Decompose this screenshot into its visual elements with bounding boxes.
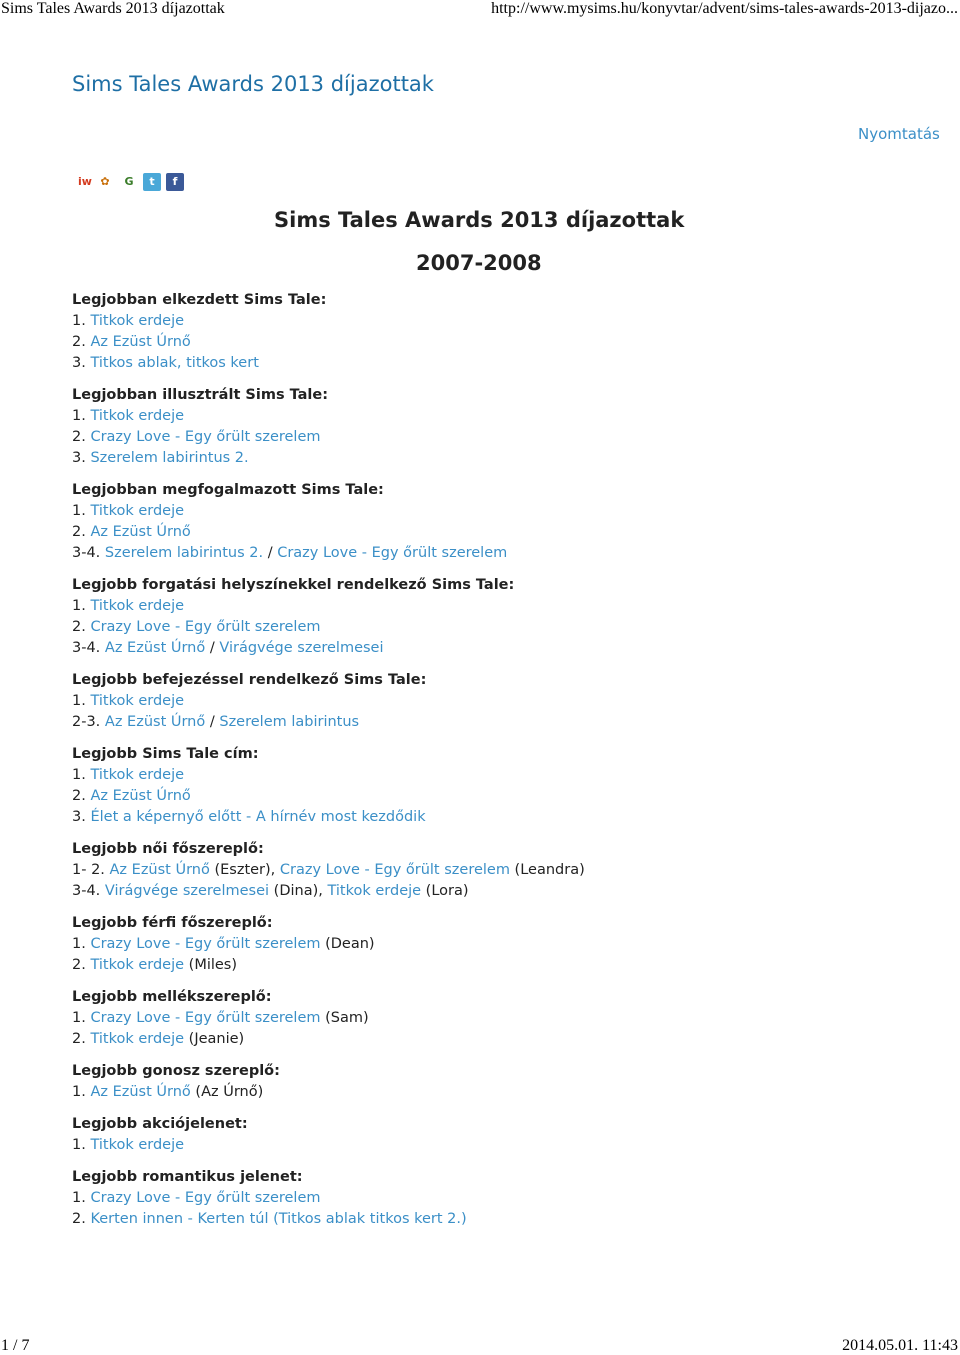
story-link[interactable]: Az Ezüst Úrnő [90,1084,191,1100]
award-entry [72,332,892,353]
entry-text: 1. [72,408,91,424]
award-entry [72,427,892,448]
award-entry [72,501,892,522]
story-link[interactable]: Titkos ablak, titkos kert [90,355,259,371]
story-link[interactable]: Virágvége szerelmesei [219,640,384,656]
category-title: Legjobban elkezdett Sims Tale: [72,292,327,308]
story-link[interactable]: Az Ezüst Úrnő [109,862,210,878]
story-link[interactable]: Szerelem labirintus 2. [104,545,264,561]
award-entry [72,934,892,955]
print-header-title: Sims Tales Awards 2013 díjazottak [1,0,225,17]
award-category [72,290,892,374]
entry-text: 3-4. [72,883,105,899]
entry-text: 3. [72,450,91,466]
story-link[interactable]: Élet a képernyő előtt - A hírnév most kezdődik [90,809,426,825]
category-title: Legjobb Sims Tale cím: [72,746,259,762]
entry-text: / [205,640,220,656]
story-link[interactable]: Crazy Love - Egy őrült szerelem [90,429,321,445]
award-category [72,913,892,976]
award-entry [72,786,892,807]
entry-text: (Lora) [421,883,469,899]
category-title: Legjobb női főszereplő: [72,841,264,857]
award-category [72,1061,892,1103]
award-entry [72,311,892,332]
twitter-share-icon[interactable]: t [143,173,161,191]
award-entry [72,1008,892,1029]
story-link[interactable]: Titkok erdeje [90,1031,185,1047]
print-header-url: http://www.mysims.hu/konyvtar/advent/sims-tales-awards-2013-dijazo... [491,0,958,17]
print-footer [0,1337,960,1355]
entry-text: 1. [72,598,91,614]
site-title[interactable]: Sims Tales Awards 2013 díjazottak [72,72,434,96]
award-category [72,575,892,659]
entry-text: 2. [72,429,91,445]
award-category [72,839,892,902]
entry-text: 2. [72,1211,91,1227]
entry-text: 2. [72,334,91,350]
iwiw-share-icon[interactable]: iw [76,173,94,191]
entry-text: / [263,545,278,561]
awards-list [72,290,892,1241]
entry-text: 1. [72,313,91,329]
category-title: Legjobb férfi főszereplő: [72,915,273,931]
entry-text: 1. [72,1010,91,1026]
award-category [72,385,892,469]
story-link[interactable]: Titkok erdeje [90,598,185,614]
entry-text: 1. [72,503,91,519]
print-datetime: 2014.05.01. 11:43 [842,1337,958,1354]
entry-text: 2. [72,524,91,540]
story-link[interactable]: Titkok erdeje [90,313,185,329]
entry-text: (Leandra) [509,862,585,878]
award-entry [72,353,892,374]
entry-text: 1. [72,1137,91,1153]
entry-text: (Sam) [320,1010,369,1026]
entry-text: (Eszter), [209,862,280,878]
facebook-share-icon[interactable]: f [166,173,184,191]
story-link[interactable]: Az Ezüst Úrnő [90,334,191,350]
entry-text: 3-4. [72,545,105,561]
story-link[interactable]: Virágvége szerelmesei [104,883,270,899]
award-entry [72,765,892,786]
startlap-share-icon[interactable]: ✿ [96,173,114,191]
award-entry [72,406,892,427]
entry-text: 3. [72,809,91,825]
category-title: Legjobb mellékszereplő: [72,989,272,1005]
award-entry [72,1209,892,1230]
story-link[interactable]: Crazy Love - Egy őrült szerelem [90,619,321,635]
entry-text: 2. [72,788,91,804]
entry-text: 1. [72,1190,91,1206]
story-link[interactable]: Titkok erdeje [90,1137,185,1153]
period-heading: 2007-2008 [416,251,542,275]
entry-text: (Miles) [184,957,238,973]
category-title: Legjobb forgatási helyszínekkel rendelkező Sims Tale: [72,577,515,593]
story-link[interactable]: Az Ezüst Úrnő [90,524,191,540]
award-entry [72,860,892,881]
story-link[interactable]: Szerelem labirintus 2. [90,450,249,466]
award-entry [72,448,892,469]
award-entry [72,1135,892,1156]
category-title: Legjobban illusztrált Sims Tale: [72,387,329,403]
entry-text: / [205,714,220,730]
story-link[interactable]: Crazy Love - Egy őrült szerelem [279,862,510,878]
award-entry [72,522,892,543]
category-title: Legjobban megfogalmazott Sims Tale: [72,482,384,498]
category-title: Legjobb akciójelenet: [72,1116,248,1132]
story-link[interactable]: Kerten innen - Kerten túl (Titkos ablak titkos kert 2.) [90,1211,467,1227]
entry-text: (Dina), [269,883,328,899]
award-entry [72,1082,892,1103]
entry-text: (Jeanie) [184,1031,245,1047]
story-link[interactable]: Crazy Love - Egy őrült szerelem [90,1010,321,1026]
award-category [72,987,892,1050]
story-link[interactable]: Titkok erdeje [90,957,185,973]
story-link[interactable]: Titkok erdeje [327,883,422,899]
award-entry [72,691,892,712]
award-entry [72,1029,892,1050]
award-category [72,1167,892,1230]
entry-text: 2. [72,619,91,635]
google-share-icon[interactable]: G [120,173,138,191]
entry-text: 2. [72,1031,91,1047]
award-category [72,670,892,733]
award-entry [72,712,892,733]
award-category [72,480,892,564]
entry-text: 1. [72,693,91,709]
story-link[interactable]: Crazy Love - Egy őrült szerelem [90,936,321,952]
category-title: Legjobb gonosz szereplő: [72,1063,280,1079]
award-entry [72,617,892,638]
entry-text: 1- 2. [72,862,110,878]
award-entry [72,596,892,617]
entry-text: 3-4. [72,640,105,656]
entry-text: (Dean) [320,936,375,952]
entry-text: 2-3. [72,714,105,730]
entry-text: 3. [72,355,91,371]
award-entry [72,543,892,564]
article-title: Sims Tales Awards 2013 díjazottak [274,208,685,232]
story-link[interactable]: Titkok erdeje [90,503,185,519]
page-number: 1 / 7 [1,1337,30,1354]
entry-text: 2. [72,957,91,973]
story-link[interactable]: Az Ezüst Úrnő [90,788,191,804]
award-entry [72,881,892,902]
story-link[interactable]: Szerelem labirintus [219,714,360,730]
award-entry [72,955,892,976]
award-entry [72,807,892,828]
print-header [0,0,960,18]
story-link[interactable]: Titkok erdeje [90,408,185,424]
award-category [72,1114,892,1156]
award-entry [72,1188,892,1209]
story-link[interactable]: Titkok erdeje [90,767,185,783]
award-category [72,744,892,828]
story-link[interactable]: Crazy Love - Egy őrült szerelem [277,545,508,561]
entry-text: 1. [72,767,91,783]
entry-text: (Az Úrnő) [190,1084,264,1100]
category-title: Legjobb romantikus jelenet: [72,1169,303,1185]
story-link[interactable]: Crazy Love - Egy őrült szerelem [90,1190,321,1206]
entry-text: 1. [72,936,91,952]
story-link[interactable]: Titkok erdeje [90,693,185,709]
award-entry [72,638,892,659]
category-title: Legjobb befejezéssel rendelkező Sims Tale: [72,672,427,688]
story-link[interactable]: Az Ezüst Úrnő [104,640,206,656]
story-link[interactable]: Az Ezüst Úrnő [104,714,206,730]
entry-text: 1. [72,1084,91,1100]
print-link[interactable]: Nyomtatás [858,125,940,143]
